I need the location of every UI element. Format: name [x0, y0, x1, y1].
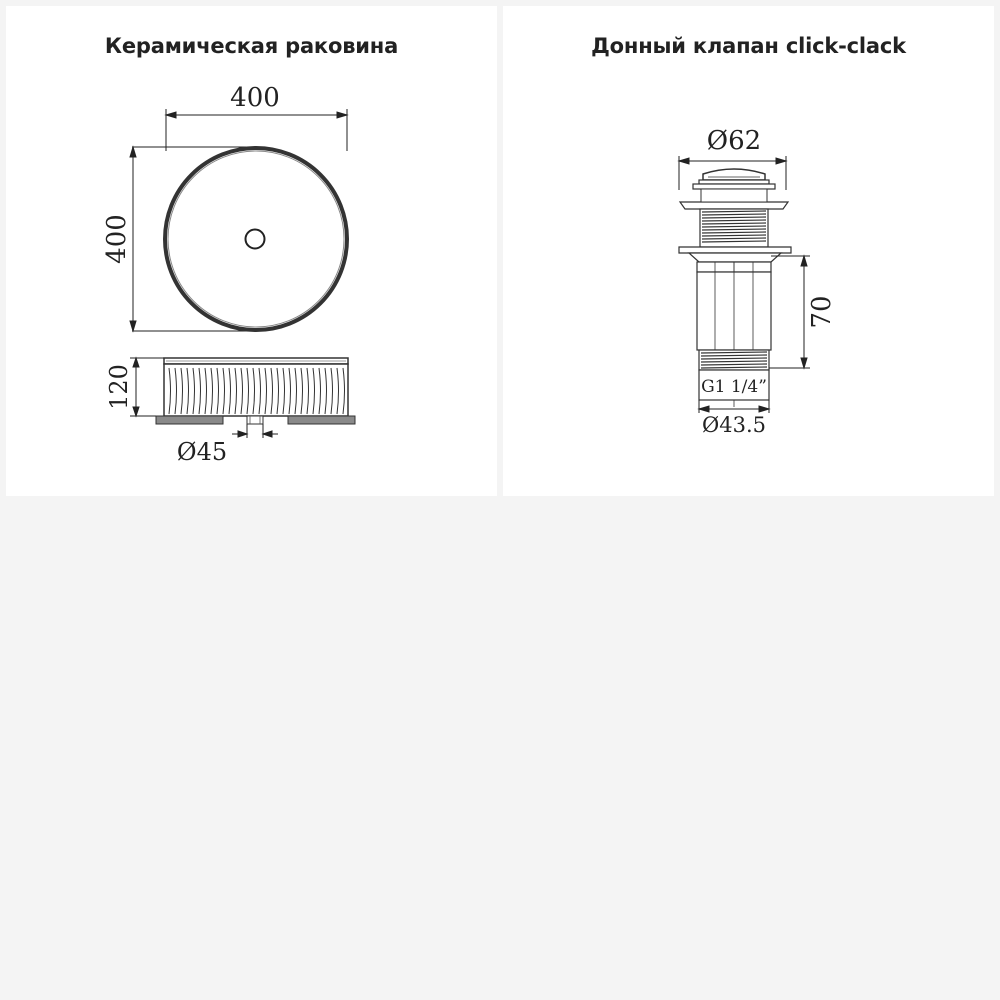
drain-diameter-label: Ø45	[176, 438, 228, 466]
panel-click-clack-valve	[503, 6, 994, 496]
sink-side-height-label: 120	[105, 364, 133, 410]
valve-length-dimension	[769, 256, 810, 368]
panel-title-sink: Керамическая раковина	[104, 34, 399, 58]
panel-ceramic-sink	[6, 6, 497, 496]
valve-top-diameter-label: Ø62	[706, 126, 762, 156]
sink-side-height-dimension	[130, 358, 164, 416]
valve-body	[679, 169, 791, 407]
sink-top-view	[165, 148, 347, 330]
drain-diameter-dimension	[232, 424, 278, 438]
valve-thread-label: G1 1/4”	[701, 377, 767, 397]
sink-drawing	[6, 6, 497, 496]
drain-hole	[246, 230, 265, 249]
sink-width-dimension	[166, 109, 347, 151]
valve-bottom-diameter-label: Ø43.5	[702, 413, 766, 437]
sink-width-label: 400	[230, 83, 280, 113]
valve-drawing	[503, 6, 994, 496]
sink-side-view	[156, 358, 355, 424]
panel-title-valve: Донный клапан click-clack	[591, 34, 906, 58]
valve-length-label: 70	[807, 295, 837, 329]
sink-height-label: 400	[102, 214, 132, 264]
